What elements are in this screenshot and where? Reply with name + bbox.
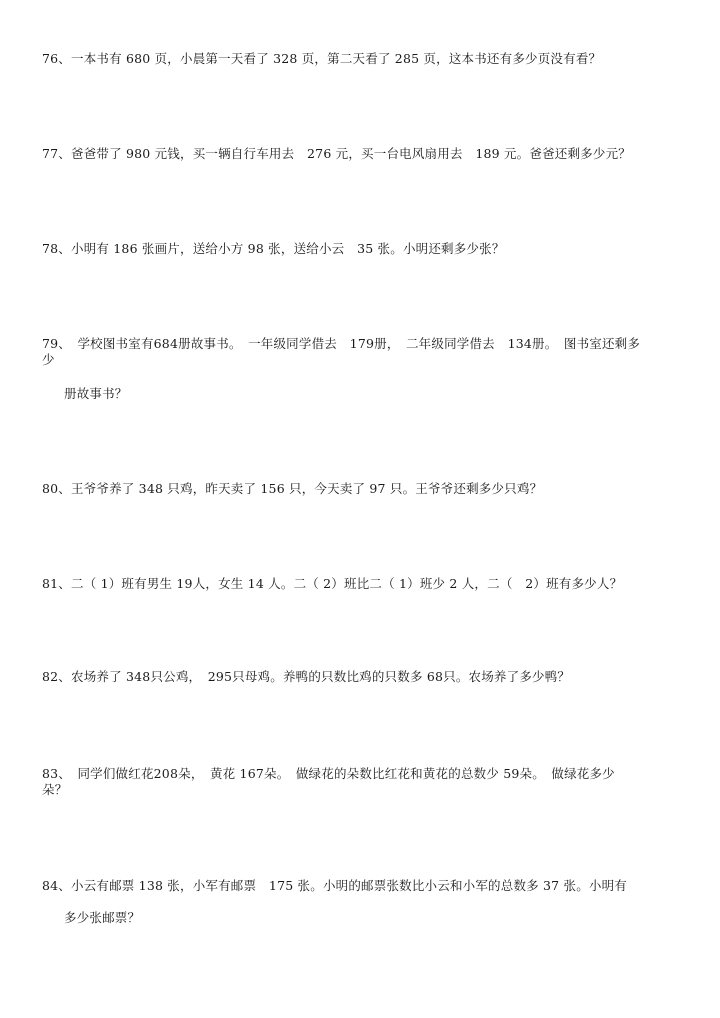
problem-78: 78、小明有 186 张画片，送给小方 98 张，送给小云 35 张。小明还剩多少张？ bbox=[42, 241, 505, 256]
problem-84-line-1: 84、小云有邮票 138 张，小军有邮票 175 张。小明的邮票张数比小云和小军的总数多 37 张。小明有 bbox=[42, 878, 627, 893]
problem-79-line-2: 少 bbox=[42, 352, 55, 367]
problem-79-line-1: 79、 学校图书室有684册故事书。 一年级同学借去 179册， 二年级同学借去 134册。 图书室还剩多 bbox=[42, 336, 641, 351]
problem-84-line-2: 多少张邮票？ bbox=[64, 910, 141, 925]
problem-80: 80、王爷爷养了 348 只鸡，昨天卖了 156 只，今天卖了 97 只。王爷爷还剩多少只鸡？ bbox=[42, 481, 543, 496]
problem-83-line-1: 83、 同学们做红花208朵， 黄花 167朵。 做绿花的朵数比红花和黄花的总数少 59朵。 做绿花多少 bbox=[42, 766, 615, 781]
problem-83-line-2: 朵？ bbox=[42, 782, 68, 797]
problem-79-line-3: 册故事书？ bbox=[64, 386, 128, 401]
problem-82: 82、农场养了 348只公鸡， 295只母鸡。养鸭的只数比鸡的只数多 68只。农场养了多少鸭？ bbox=[42, 669, 571, 684]
problem-76: 76、一本书有 680 页，小晨第一天看了 328 页，第二天看了 285 页，这本书还有多少页没有看？ bbox=[42, 51, 602, 66]
problem-77: 77、爸爸带了 980 元钱，买一辆自行车用去 276 元，买一台电风扇用去 189 元。爸爸还剩多少元？ bbox=[42, 146, 631, 161]
problem-81: 81、二（ 1）班有男生 19人，女生 14 人。二（ 2）班比二（ 1）班少 2 人，二（ 2）班有多少人？ bbox=[42, 576, 623, 591]
